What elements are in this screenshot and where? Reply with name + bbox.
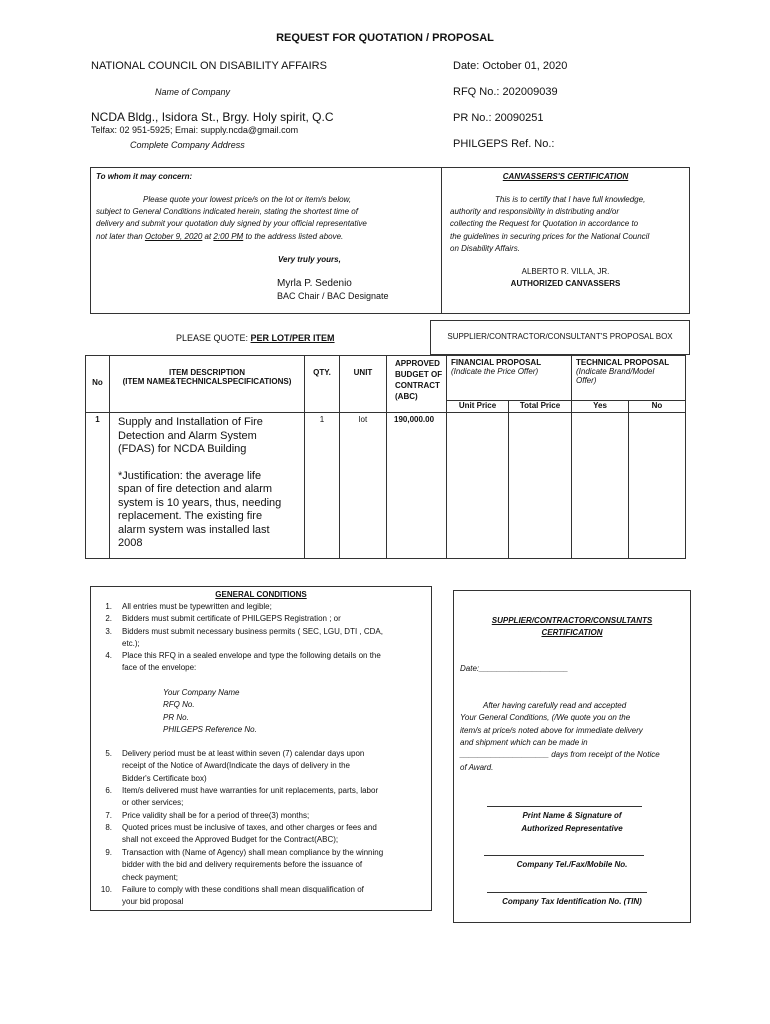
condition-4-text-a: Place this RFQ in a sealed envelope and type the following details on the [122,651,381,660]
col-desc-header [110,356,305,413]
condition-9-text-a: Transaction with (Name of Agency) shall mean compliance by the winning [122,848,384,857]
condition-9-text-b: bidder with the bid and delivery requirements before the issuance of [122,860,363,870]
col-abc-header [387,356,447,413]
supplier-cert-line-1: After having carefully read and accepted [483,701,627,710]
agency-address: NCDA Bldg., Isidora St., Brgy. Holy spirit, Q.C [91,110,334,124]
condition-5-text-c: Bidder's Certificate box) [122,773,207,783]
page-title: REQUEST FOR QUOTATION / PROPOSAL [276,32,494,44]
item-unit-cell [340,413,387,559]
per-lot-per-item: PER LOT/PER ITEM [250,333,335,343]
item-just-line-3: system is 10 years, thus, needing [118,496,282,509]
item-total-price-cell[interactable] [509,413,572,559]
signature-line[interactable] [487,806,642,807]
item-qty: 1 [319,415,325,424]
item-no: 1 [95,415,100,424]
condition-2 [98,613,428,626]
deadline-time: 2:00 PM [213,232,244,241]
item-no-check-cell[interactable] [629,413,686,559]
item-unit-price-cell[interactable] [447,413,509,559]
envelope-pr-no: PR No. [163,712,189,722]
technical-proposal-header [572,356,686,401]
condition-4-text-b: face of the envelope: [122,663,197,673]
item-just-line-6: 2008 [118,537,143,549]
item-desc-line-2: Detection and Alarm System [118,429,257,442]
item-just-line-1: *Justification: the average life [118,469,262,482]
supplier-delivery-days-field[interactable]: ____________________ days from receipt of the Notice [460,750,660,759]
condition-6-text-b: or other services; [122,798,184,808]
please-quote-label: PLEASE QUOTE: [176,333,251,343]
condition-9-num: 9. [105,848,112,857]
item-unit: lot [358,415,368,424]
supplier-date-field[interactable]: Date:____________________ [460,664,569,673]
item-abc: 190,000.00 [394,415,435,424]
supplier-cert-title-2: CERTIFICATION [541,628,603,637]
item-desc-line-3: (FDAS) for NCDA Building [118,443,247,455]
condition-3-text-b: etc.); [122,639,140,649]
condition-1-num: 1. [105,602,112,611]
condition-3-text-a: Bidders must submit necessary business permits ( SEC, LGU, DTI , CDA, [122,627,383,636]
col-abc-label-1: APPROVED [395,359,440,368]
please-quote [176,333,335,343]
technical-proposal-title: TECHNICAL PROPOSAL [576,358,670,367]
item-abc-cell [387,413,447,559]
col-abc-label-4: (ABC) [395,392,418,401]
condition-8-num: 8. [105,823,112,832]
no-label: No [651,401,663,410]
canvasser-line-1: This is to certify that I have full knowledge, [495,195,646,204]
condition-4 [98,650,428,676]
canvasser-line-5: on Disability Affairs. [450,244,520,253]
item-yes-cell[interactable] [572,413,629,559]
supplier-cert-title-1: SUPPLIER/CONTRACTOR/CONSULTANTS [491,616,653,625]
condition-8-text-a: Quoted prices must be inclusive of taxes, and other charges or fees and [122,823,377,832]
condition-10-text-a: Failure to comply with these conditions shall mean disqualification of [122,885,364,894]
tin-line[interactable] [487,892,647,893]
tin-label: Company Tax Identification No. (TIN) [502,897,642,906]
canvasser-title: CANVASSERS'S CERTIFICATION [502,172,629,181]
tel-label: Company Tel./Fax/Mobile No. [516,860,628,869]
condition-8 [98,822,428,848]
concern-line-3: delivery and submit your quotation duly signed by your official representative [96,219,367,228]
rfq-number: RFQ No.: 202009039 [453,86,558,98]
proposal-box-title: SUPPLIER/CONTRACTOR/CONSULTANT'S PROPOSAL BOX [447,332,673,341]
condition-7-num: 7. [105,811,112,820]
table-header-row [86,356,686,401]
condition-4-num: 4. [105,651,112,660]
item-desc-line-1: Supply and Installation of Fire [118,416,263,428]
condition-2-text: Bidders must submit certificate of PHILGEPS Registration ; or [122,614,341,623]
total-price-label: Total Price [519,401,561,410]
signatory-name: Myrla P. Sedenio [277,278,352,289]
col-no-header [86,356,110,413]
col-abc-label-2: BUDGET OF [395,370,443,379]
condition-9 [98,847,428,885]
col-abc-label-3: CONTRACT [395,381,440,390]
condition-2-num: 2. [105,614,112,623]
signature-label-1: Print Name & Signature of [522,811,622,820]
envelope-philgeps-ref: PHILGEPS Reference No. [163,724,257,734]
item-desc-cell [110,413,305,559]
rfq-date: Date: October 01, 2020 [453,60,568,72]
canvasser-line-3: collecting the Request for Quotation in accordance to [450,219,639,228]
general-conditions-title: GENERAL CONDITIONS [215,590,307,599]
col-desc-label-2: (ITEM NAME&TECHNICALSPECIFICATIONS) [122,377,292,386]
condition-10 [98,884,428,910]
concern-line-4-mid: at [202,232,214,241]
yes-label: Yes [593,401,607,410]
signature-label-2: Authorized Representative [521,824,623,833]
col-desc-label-1: ITEM DESCRIPTION [168,368,245,377]
envelope-company-name: Your Company Name [163,688,240,697]
condition-8-text-b: shall not exceed the Approved Budget for the Contract(ABC); [122,835,339,845]
concern-line-1: Please quote your lowest price/s on the lot or item/s below, [143,195,352,204]
quotation-table [85,355,686,559]
canvasser-line-2: authority and responsibility in distributing and/or [450,207,619,216]
complete-address-label: Complete Company Address [130,140,245,150]
condition-5-text-b: receipt of the Notice of Award(Indicate the days of delivery in the [122,761,350,771]
item-qty-cell [305,413,340,559]
condition-10-num: 10. [100,885,112,894]
table-row [86,413,686,559]
col-qty-header [305,356,340,413]
item-just-line-2: span of fire detection and alarm [118,483,273,495]
unit-price-label: Unit Price [458,401,497,410]
supplier-cert-line-2: Your General Conditions, (/We quote you on the [460,713,631,722]
closing: Very truly yours, [278,255,341,264]
supplier-cert-line-4: and shipment which can be made in [460,738,588,747]
condition-6 [98,785,428,811]
condition-1-text: All entries must be typewritten and legible; [122,602,272,611]
envelope-details [163,687,257,736]
greeting: To whom it may concern: [96,172,193,181]
col-qty-label: QTY. [313,368,331,377]
agency-telfax: Telfax: 02 951-5925; Emai: supply.ncda@gmail.com [91,125,299,135]
canvasser-name: ALBERTO R. VILLA, JR. [521,267,610,276]
col-no-label: No [92,378,103,387]
concern-line-4-pre: not later than [96,232,145,241]
envelope-rfq-no: RFQ No. [163,700,195,710]
concern-line-2: subject to General Conditions indicated herein, stating the shortest time of [96,207,358,216]
yes-header [572,401,629,413]
philgeps-ref: PHILGEPS Ref. No.: [453,138,555,150]
condition-6-num: 6. [105,786,112,795]
name-of-company-label: Name of Company [155,87,231,97]
pr-number: PR No.: 20090251 [453,112,544,124]
technical-proposal-sub-1: (Indicate Brand/Model [576,367,655,376]
condition-3-num: 3. [105,627,112,636]
condition-7-text: Price validity shall be for a period of three(3) months; [122,811,310,820]
supplier-cert-line-6: of Award. [460,763,494,772]
total-price-header [509,401,572,413]
concern-line-4 [96,232,343,241]
condition-9-text-c: check payment; [122,872,179,882]
technical-proposal-sub-2: Offer) [576,376,597,385]
financial-proposal-header [447,356,572,401]
condition-3 [98,626,428,652]
letter-box-divider [441,168,442,313]
supplier-cert-line-3: item/s at price/s noted above for immediate delivery [460,726,643,735]
tel-line[interactable] [484,855,644,856]
col-unit-header [340,356,387,413]
financial-proposal-title: FINANCIAL PROPOSAL [451,358,542,367]
condition-10-text-b: your bid proposal [122,897,184,907]
condition-6-text-a: Item/s delivered must have warranties for unit replacements, parts, labor [122,786,379,795]
item-just-line-5: alarm system was installed last [118,523,270,536]
signatory-title: BAC Chair / BAC Designate [277,291,389,301]
condition-5 [98,748,428,786]
concern-line-4-post: to the address listed above. [243,232,344,241]
item-just-line-4: replacement. The existing fire [118,510,263,522]
agency-name: NATIONAL COUNCIL ON DISABILITY AFFAIRS [91,60,327,72]
condition-5-text-a: Delivery period must be at least within seven (7) calendar days upon [122,749,365,758]
canvasser-line-4: the guidelines in securing prices for the National Council [450,232,650,241]
proposal-box-header [430,320,690,355]
no-header [629,401,686,413]
canvasser-role: AUTHORIZED CANVASSERS [510,279,621,288]
deadline-date: October 9, 2020 [144,232,203,241]
unit-price-header [447,401,509,413]
col-unit-label: UNIT [353,368,373,377]
condition-5-num: 5. [105,749,112,758]
financial-proposal-sub: (Indicate the Price Offer) [451,367,539,376]
item-no-cell [86,413,110,559]
